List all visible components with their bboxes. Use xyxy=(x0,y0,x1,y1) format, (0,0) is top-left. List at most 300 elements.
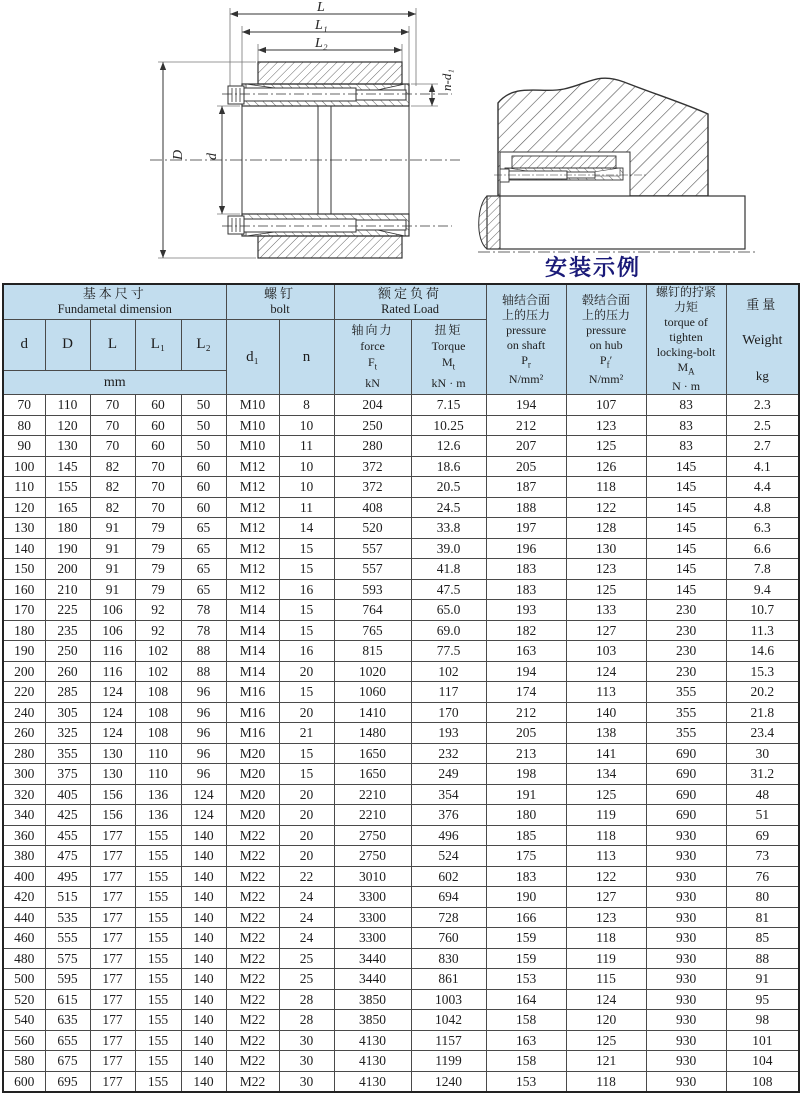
table-cell: 1650 xyxy=(334,764,411,785)
table-cell: 930 xyxy=(646,1030,726,1051)
table-cell: 120 xyxy=(3,497,45,518)
table-cell: M14 xyxy=(226,620,279,641)
table-cell: 155 xyxy=(135,866,181,887)
table-cell: 190 xyxy=(45,538,90,559)
table-cell: 140 xyxy=(181,1030,226,1051)
table-cell: 180 xyxy=(486,805,566,826)
table-cell: M22 xyxy=(226,1030,279,1051)
table-cell: M20 xyxy=(226,784,279,805)
table-cell: 125 xyxy=(566,784,646,805)
table-cell: 480 xyxy=(3,948,45,969)
table-cell: 130 xyxy=(90,743,135,764)
table-row xyxy=(3,948,799,969)
table-cell: 119 xyxy=(566,805,646,826)
table-cell: 145 xyxy=(646,456,726,477)
table-cell: 2750 xyxy=(334,825,411,846)
table-cell: 102 xyxy=(411,661,486,682)
table-row xyxy=(3,661,799,682)
table-cell: 140 xyxy=(181,1071,226,1092)
table-cell: 20 xyxy=(279,805,334,826)
table-cell: 20 xyxy=(279,661,334,682)
table-cell: 440 xyxy=(3,907,45,928)
table-cell: 230 xyxy=(646,641,726,662)
table-row xyxy=(3,395,799,416)
table-cell: 280 xyxy=(3,743,45,764)
table-cell: 11.3 xyxy=(726,620,799,641)
table-cell: M22 xyxy=(226,846,279,867)
technical-drawings xyxy=(0,0,800,283)
table-cell: 153 xyxy=(486,1071,566,1092)
table-cell: 174 xyxy=(486,682,566,703)
table-cell: M12 xyxy=(226,559,279,580)
header-basic-dimension: 基本尺寸 Fundametal dimension xyxy=(3,284,226,319)
table-cell: 140 xyxy=(181,825,226,846)
table-cell: 177 xyxy=(90,887,135,908)
table-row xyxy=(3,989,799,1010)
table-cell: 83 xyxy=(646,415,726,436)
table-cell: 98 xyxy=(726,1010,799,1031)
table-row xyxy=(3,969,799,990)
table-cell: 3440 xyxy=(334,948,411,969)
table-cell: 118 xyxy=(566,477,646,498)
table-cell: 25 xyxy=(279,948,334,969)
table-cell: 225 xyxy=(45,600,90,621)
table-cell: 70 xyxy=(135,497,181,518)
locking-assembly-section-view xyxy=(150,0,460,258)
col-torque: 扭矩 Torque $M_t$ kN · m xyxy=(411,319,486,395)
table-cell: 28 xyxy=(279,989,334,1010)
table-cell: 183 xyxy=(486,559,566,580)
table-cell: 20 xyxy=(279,846,334,867)
table-cell: 2750 xyxy=(334,846,411,867)
header-rated-load: 额定负荷 Rated Load xyxy=(334,284,486,319)
table-cell: 82 xyxy=(90,497,135,518)
table-cell: 9.4 xyxy=(726,579,799,600)
table-cell: 177 xyxy=(90,1051,135,1072)
table-cell: 560 xyxy=(3,1030,45,1051)
table-cell: 140 xyxy=(181,989,226,1010)
table-cell: 11 xyxy=(279,497,334,518)
table-cell: 91 xyxy=(726,969,799,990)
table-cell: 188 xyxy=(486,497,566,518)
table-cell: 325 xyxy=(45,723,90,744)
table-cell: 60 xyxy=(181,477,226,498)
table-cell: 408 xyxy=(334,497,411,518)
table-row xyxy=(3,723,799,744)
table-cell: 10 xyxy=(279,415,334,436)
table-cell: 2210 xyxy=(334,784,411,805)
table-cell: 1650 xyxy=(334,743,411,764)
table-cell: 28 xyxy=(279,1010,334,1031)
table-cell: M16 xyxy=(226,702,279,723)
table-cell: 102 xyxy=(135,641,181,662)
table-cell: M14 xyxy=(226,600,279,621)
table-cell: 16 xyxy=(279,579,334,600)
dim-label-D: D xyxy=(171,149,186,160)
table-cell: 155 xyxy=(135,846,181,867)
table-cell: 79 xyxy=(135,538,181,559)
table-cell: 475 xyxy=(45,846,90,867)
table-row xyxy=(3,1030,799,1051)
table-cell: 104 xyxy=(726,1051,799,1072)
table-cell: 145 xyxy=(45,456,90,477)
table-cell: 60 xyxy=(135,415,181,436)
table-cell: 187 xyxy=(486,477,566,498)
table-cell: 70 xyxy=(90,436,135,457)
table-cell: M22 xyxy=(226,1010,279,1031)
table-cell: 930 xyxy=(646,1071,726,1092)
table-cell: 815 xyxy=(334,641,411,662)
table-cell: 69 xyxy=(726,825,799,846)
table-cell: 110 xyxy=(135,764,181,785)
table-row xyxy=(3,641,799,662)
table-cell: 193 xyxy=(411,723,486,744)
table-cell: 50 xyxy=(181,395,226,416)
table-cell: 21 xyxy=(279,723,334,744)
table-cell: 50 xyxy=(181,436,226,457)
table-cell: 141 xyxy=(566,743,646,764)
table-cell: 930 xyxy=(646,825,726,846)
table-cell: 145 xyxy=(646,497,726,518)
table-cell: 690 xyxy=(646,743,726,764)
table-cell: 140 xyxy=(181,907,226,928)
table-cell: 65 xyxy=(181,538,226,559)
table-cell: 69.0 xyxy=(411,620,486,641)
table-cell: 1157 xyxy=(411,1030,486,1051)
table-row xyxy=(3,1071,799,1092)
table-cell: 85 xyxy=(726,928,799,949)
table-cell: 128 xyxy=(566,518,646,539)
table-cell: 124 xyxy=(566,989,646,1010)
table-cell: 108 xyxy=(135,723,181,744)
table-cell: 1003 xyxy=(411,989,486,1010)
table-row xyxy=(3,887,799,908)
table-cell: 830 xyxy=(411,948,486,969)
table-cell: 455 xyxy=(45,825,90,846)
drawings-svg xyxy=(0,0,800,283)
table-cell: 166 xyxy=(486,907,566,928)
table-cell: 65 xyxy=(181,518,226,539)
table-cell: M22 xyxy=(226,948,279,969)
table-cell: 30 xyxy=(279,1030,334,1051)
table-cell: 95 xyxy=(726,989,799,1010)
col-n: n xyxy=(279,319,334,395)
table-cell: 183 xyxy=(486,866,566,887)
table-cell: 80 xyxy=(3,415,45,436)
table-cell: 360 xyxy=(3,825,45,846)
table-cell: 205 xyxy=(486,723,566,744)
table-cell: 3440 xyxy=(334,969,411,990)
table-cell: 930 xyxy=(646,846,726,867)
table-cell: 593 xyxy=(334,579,411,600)
table-cell: 177 xyxy=(90,1030,135,1051)
table-cell: 690 xyxy=(646,805,726,826)
table-cell: 10 xyxy=(279,456,334,477)
table-cell: 760 xyxy=(411,928,486,949)
table-cell: 90 xyxy=(3,436,45,457)
table-cell: 88 xyxy=(181,661,226,682)
table-cell: 136 xyxy=(135,805,181,826)
table-cell: 400 xyxy=(3,866,45,887)
table-cell: 83 xyxy=(646,436,726,457)
table-cell: 535 xyxy=(45,907,90,928)
table-cell: M12 xyxy=(226,579,279,600)
table-row xyxy=(3,928,799,949)
table-cell: 118 xyxy=(566,825,646,846)
table-cell: 4.1 xyxy=(726,456,799,477)
table-cell: 177 xyxy=(90,989,135,1010)
table-cell: 4130 xyxy=(334,1071,411,1092)
table-cell: 145 xyxy=(646,538,726,559)
table-cell: 177 xyxy=(90,948,135,969)
table-cell: 3850 xyxy=(334,989,411,1010)
table-cell: 285 xyxy=(45,682,90,703)
table-cell: 250 xyxy=(45,641,90,662)
table-cell: 1042 xyxy=(411,1010,486,1031)
table-cell: 140 xyxy=(181,1010,226,1031)
col-axial-force: 轴向力 force $F_t$ kN xyxy=(334,319,411,395)
table-cell: 48 xyxy=(726,784,799,805)
table-cell: 728 xyxy=(411,907,486,928)
table-cell: 240 xyxy=(3,702,45,723)
table-cell: 96 xyxy=(181,764,226,785)
table-cell: 460 xyxy=(3,928,45,949)
table-row xyxy=(3,1010,799,1031)
table-cell: 120 xyxy=(45,415,90,436)
table-cell: 117 xyxy=(411,682,486,703)
table-cell: 156 xyxy=(90,805,135,826)
table-cell: 425 xyxy=(45,805,90,826)
table-cell: 930 xyxy=(646,948,726,969)
table-cell: 235 xyxy=(45,620,90,641)
table-row xyxy=(3,620,799,641)
table-cell: 30 xyxy=(279,1051,334,1072)
table-cell: 23.4 xyxy=(726,723,799,744)
table-cell: 145 xyxy=(646,559,726,580)
table-cell: 355 xyxy=(646,682,726,703)
dim-label-n-d1: n-d₁ xyxy=(439,69,454,91)
table-cell: 106 xyxy=(90,600,135,621)
table-row xyxy=(3,805,799,826)
table-cell: 91 xyxy=(90,518,135,539)
table-cell: 107 xyxy=(566,395,646,416)
table-cell: 136 xyxy=(135,784,181,805)
table-cell: 3850 xyxy=(334,1010,411,1031)
table-row xyxy=(3,600,799,621)
table-cell: 108 xyxy=(135,682,181,703)
table-cell: 78 xyxy=(181,600,226,621)
table-cell: 140 xyxy=(181,948,226,969)
table-cell: 520 xyxy=(3,989,45,1010)
table-cell: 177 xyxy=(90,1071,135,1092)
header-pressure-on-hub: 毂结合面 上的压力 pressure on hub $P_f'$ N/mm² xyxy=(566,284,646,395)
table-cell: 1240 xyxy=(411,1071,486,1092)
table-cell: 930 xyxy=(646,1051,726,1072)
table-cell: 177 xyxy=(90,907,135,928)
table-cell: 155 xyxy=(135,989,181,1010)
table-cell: 690 xyxy=(646,784,726,805)
table-cell: 133 xyxy=(566,600,646,621)
table-cell: 155 xyxy=(135,969,181,990)
table-cell: 6.3 xyxy=(726,518,799,539)
table-cell: 496 xyxy=(411,825,486,846)
table-cell: 16 xyxy=(279,641,334,662)
table-cell: 177 xyxy=(90,846,135,867)
table-cell: 170 xyxy=(3,600,45,621)
table-cell: 80 xyxy=(726,887,799,908)
table-cell: 122 xyxy=(566,497,646,518)
table-cell: 212 xyxy=(486,702,566,723)
table-cell: M12 xyxy=(226,456,279,477)
table-row xyxy=(3,518,799,539)
table-cell: M22 xyxy=(226,866,279,887)
table-cell: 60 xyxy=(135,436,181,457)
table-cell: 615 xyxy=(45,989,90,1010)
table-cell: 300 xyxy=(3,764,45,785)
table-cell: 126 xyxy=(566,456,646,477)
table-cell: 145 xyxy=(646,518,726,539)
table-cell: 355 xyxy=(646,723,726,744)
table-cell: 354 xyxy=(411,784,486,805)
table-cell: 207 xyxy=(486,436,566,457)
table-cell: 15 xyxy=(279,600,334,621)
table-cell: M14 xyxy=(226,641,279,662)
table-cell: 15 xyxy=(279,764,334,785)
installation-example-view xyxy=(478,78,755,252)
table-row xyxy=(3,1051,799,1072)
table-cell: 96 xyxy=(181,682,226,703)
table-cell: 155 xyxy=(135,887,181,908)
table-cell: 150 xyxy=(3,559,45,580)
table-cell: 79 xyxy=(135,518,181,539)
table-cell: 110 xyxy=(3,477,45,498)
table-cell: 4.4 xyxy=(726,477,799,498)
table-cell: M20 xyxy=(226,805,279,826)
table-cell: 78 xyxy=(181,620,226,641)
table-cell: 96 xyxy=(181,723,226,744)
table-cell: 175 xyxy=(486,846,566,867)
table-cell: 305 xyxy=(45,702,90,723)
table-cell: 110 xyxy=(45,395,90,416)
table-cell: 140 xyxy=(566,702,646,723)
table-cell: 155 xyxy=(135,1051,181,1072)
table-cell: 193 xyxy=(486,600,566,621)
table-cell: 185 xyxy=(486,825,566,846)
header-bolt: 螺钉 bolt xyxy=(226,284,334,319)
table-cell: 1020 xyxy=(334,661,411,682)
table-cell: 555 xyxy=(45,928,90,949)
table-cell: 602 xyxy=(411,866,486,887)
table-cell: 230 xyxy=(646,620,726,641)
table-cell: 11 xyxy=(279,436,334,457)
table-cell: 155 xyxy=(135,948,181,969)
table-cell: 690 xyxy=(646,764,726,785)
spec-table xyxy=(2,283,800,1093)
table-cell: M22 xyxy=(226,1051,279,1072)
table-cell: 260 xyxy=(3,723,45,744)
table-cell: 121 xyxy=(566,1051,646,1072)
table-cell: 96 xyxy=(181,743,226,764)
table-cell: 6.6 xyxy=(726,538,799,559)
table-cell: M12 xyxy=(226,497,279,518)
table-cell: 7.8 xyxy=(726,559,799,580)
table-cell: 158 xyxy=(486,1010,566,1031)
table-cell: 170 xyxy=(411,702,486,723)
table-cell: M22 xyxy=(226,887,279,908)
col-d: d xyxy=(3,319,45,371)
table-cell: 557 xyxy=(334,538,411,559)
table-cell: 116 xyxy=(90,641,135,662)
table-cell: 1480 xyxy=(334,723,411,744)
table-row xyxy=(3,579,799,600)
table-cell: 159 xyxy=(486,948,566,969)
table-cell: 655 xyxy=(45,1030,90,1051)
table-cell: 2.3 xyxy=(726,395,799,416)
table-cell: 140 xyxy=(3,538,45,559)
table-cell: 73 xyxy=(726,846,799,867)
table-cell: 155 xyxy=(135,825,181,846)
table-row xyxy=(3,702,799,723)
table-cell: 355 xyxy=(646,702,726,723)
table-cell: 155 xyxy=(135,907,181,928)
table-row xyxy=(3,846,799,867)
table-cell: 230 xyxy=(646,661,726,682)
table-cell: 376 xyxy=(411,805,486,826)
table-cell: 47.5 xyxy=(411,579,486,600)
table-cell: 159 xyxy=(486,928,566,949)
table-cell: 2.5 xyxy=(726,415,799,436)
table-cell: 130 xyxy=(45,436,90,457)
table-cell: M22 xyxy=(226,989,279,1010)
table-cell: 116 xyxy=(90,661,135,682)
table-cell: 15 xyxy=(279,559,334,580)
table-cell: 4.8 xyxy=(726,497,799,518)
table-cell: 10 xyxy=(279,477,334,498)
table-row xyxy=(3,784,799,805)
table-cell: 155 xyxy=(135,928,181,949)
table-cell: 138 xyxy=(566,723,646,744)
table-cell: 115 xyxy=(566,969,646,990)
table-cell: 1410 xyxy=(334,702,411,723)
table-cell: M10 xyxy=(226,436,279,457)
table-cell: 70 xyxy=(3,395,45,416)
table-cell: 123 xyxy=(566,415,646,436)
table-cell: 4130 xyxy=(334,1030,411,1051)
table-cell: 158 xyxy=(486,1051,566,1072)
table-cell: 15 xyxy=(279,538,334,559)
dim-label-L1: L₁ xyxy=(315,18,328,33)
table-cell: 764 xyxy=(334,600,411,621)
table-cell: 375 xyxy=(45,764,90,785)
table-cell: 24.5 xyxy=(411,497,486,518)
table-cell: 124 xyxy=(181,805,226,826)
col-d1: d₁ xyxy=(226,319,279,395)
table-cell: 180 xyxy=(3,620,45,641)
table-cell: 145 xyxy=(646,477,726,498)
table-cell: M12 xyxy=(226,477,279,498)
header-pressure-on-shaft: 轴结合面 上的压力 pressure on shaft $P_r$ N/mm² xyxy=(486,284,566,395)
col-L2: L₂ xyxy=(181,319,226,371)
table-cell: 190 xyxy=(486,887,566,908)
table-cell: 96 xyxy=(181,702,226,723)
table-cell: 930 xyxy=(646,907,726,928)
table-cell: 20 xyxy=(279,702,334,723)
table-cell: 3300 xyxy=(334,928,411,949)
table-cell: 861 xyxy=(411,969,486,990)
table-cell: 15 xyxy=(279,682,334,703)
table-cell: 130 xyxy=(566,538,646,559)
table-cell: 39.0 xyxy=(411,538,486,559)
